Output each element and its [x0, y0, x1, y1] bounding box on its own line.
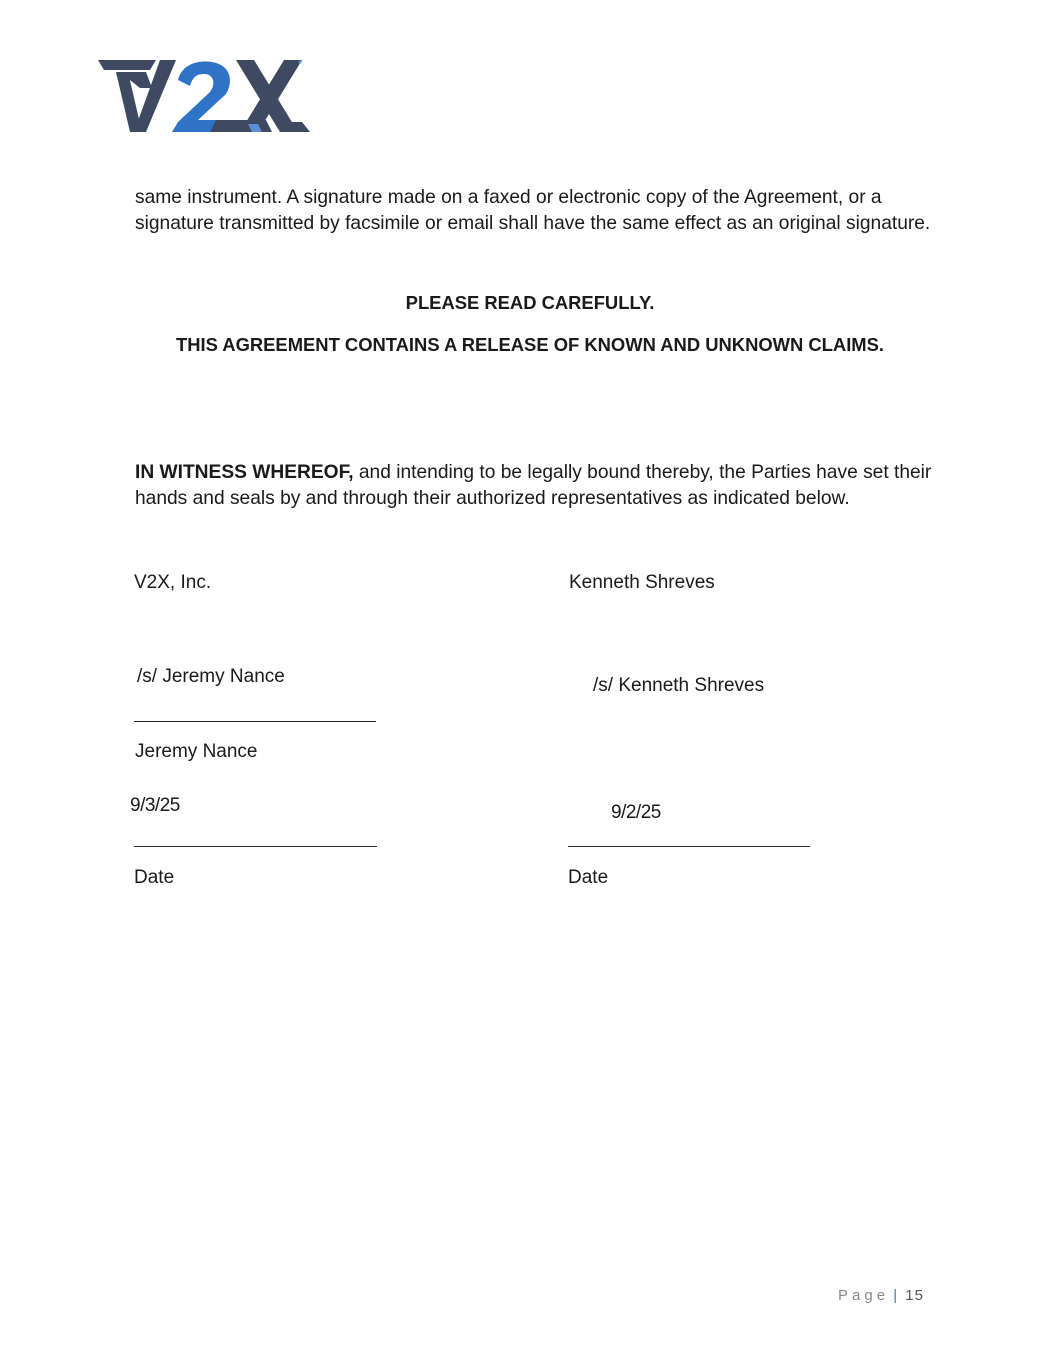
page-word: Page — [838, 1287, 890, 1304]
right-signature: /s/ Kenneth Shreves — [593, 675, 765, 696]
left-date-value: 9/3/25 — [130, 795, 180, 816]
witness-text: and intending to be legally bound thereby, the Parties have set their hands and seals by and through their authorized representatives as indicated below. — [135, 462, 932, 509]
left-date-label: Date — [134, 867, 175, 888]
page-number: 15 — [905, 1287, 924, 1304]
v2x-logo-graphic — [98, 58, 313, 134]
heading-release-claims: THIS AGREEMENT CONTAINS A RELEASE OF KNOWN AND UNKNOWN CLAIMS. — [175, 334, 885, 355]
page-separator: | — [893, 1287, 898, 1304]
right-date-value: 9/2/25 — [611, 802, 661, 823]
heading-read-carefully: PLEASE READ CAREFULLY. — [405, 292, 655, 313]
witness-paragraph — [135, 460, 935, 511]
company-logo — [98, 58, 313, 134]
left-signature: /s/ Jeremy Nance — [137, 666, 285, 687]
left-signature-line — [134, 721, 376, 722]
page-footer — [838, 1287, 924, 1304]
right-date-line — [568, 846, 810, 847]
witness-bold-lead: IN WITNESS WHEREOF, — [135, 462, 354, 483]
left-party-name: V2X, Inc. — [134, 572, 212, 593]
right-date-label: Date — [568, 867, 609, 888]
right-party-name: Kenneth Shreves — [569, 572, 715, 593]
left-date-line — [134, 846, 377, 847]
left-signer-name: Jeremy Nance — [135, 741, 258, 762]
intro-paragraph: same instrument. A signature made on a faxed or electronic copy of the Agreement, or a signature transmitted by facsimile or email shall have the same effect as an original signature. — [135, 187, 931, 234]
